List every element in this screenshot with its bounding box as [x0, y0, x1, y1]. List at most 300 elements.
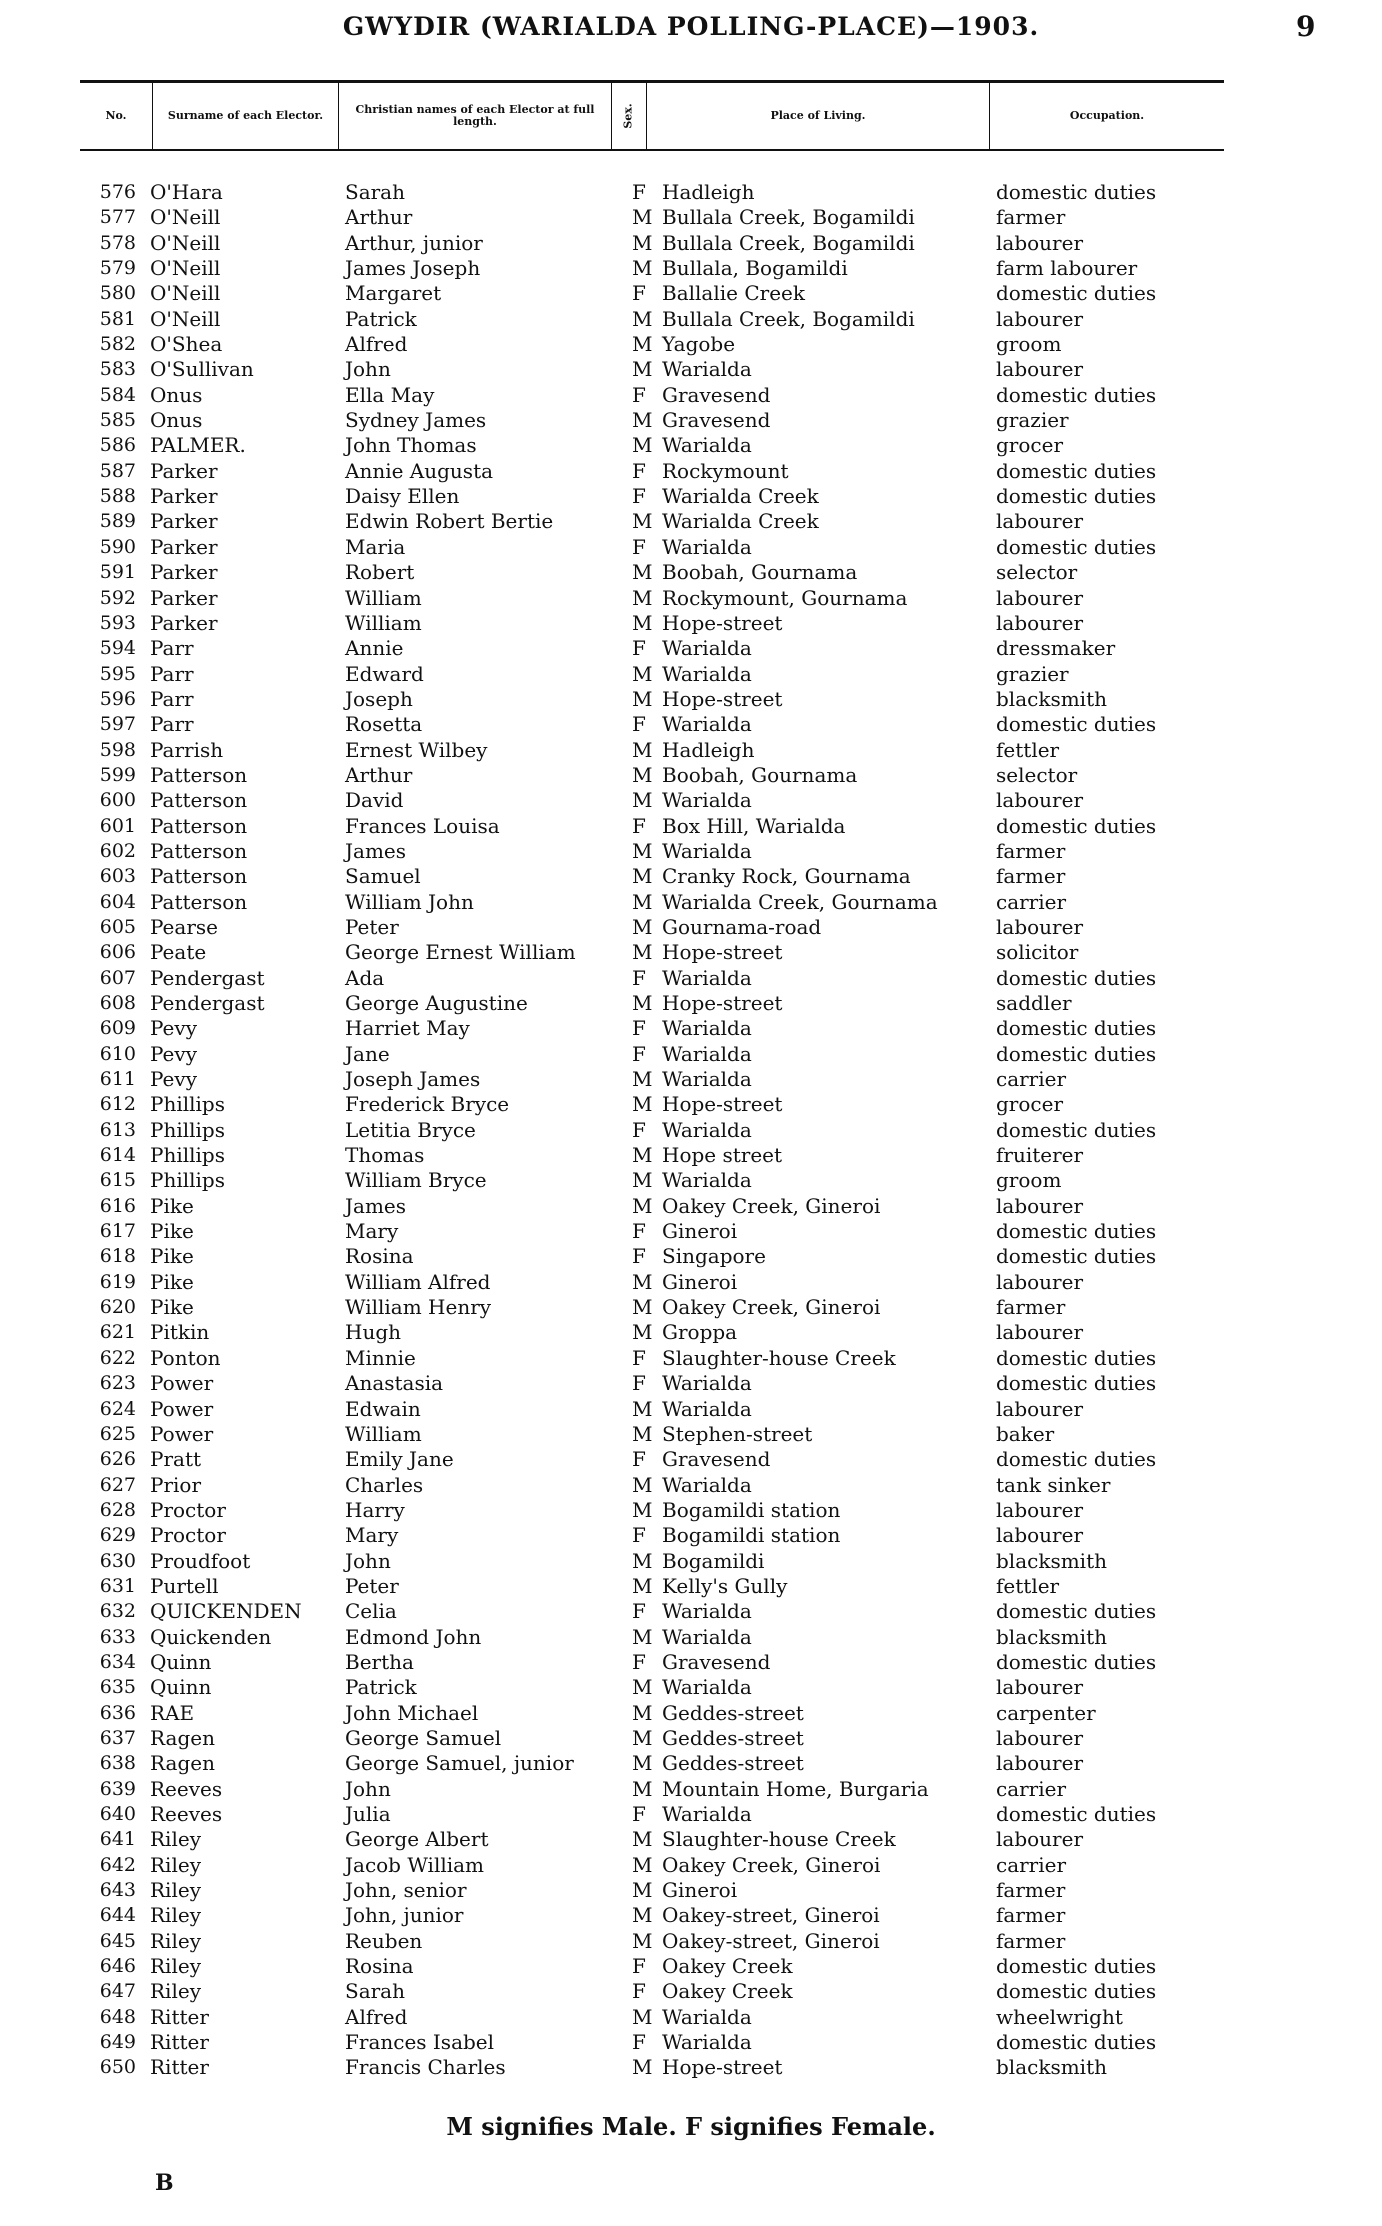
elector-number: 647	[99, 1980, 136, 2003]
elector-christian-names: John	[345, 357, 391, 382]
elector-number: 576	[99, 181, 136, 203]
elector-surname: Power	[150, 1371, 214, 1396]
elector-occupation: domestic duties	[996, 813, 1157, 838]
elector-place: Gravesend	[662, 1649, 771, 1674]
column-header-occupation: Occupation.	[1069, 109, 1145, 122]
elector-christian-names: Samuel	[345, 864, 421, 889]
elector-number: 600	[99, 789, 136, 812]
elector-surname: QUICKENDEN	[150, 1599, 302, 1624]
table-row	[0, 1954, 1382, 1979]
elector-occupation: farmer	[996, 1878, 1066, 1903]
elector-place: Warialda	[662, 1599, 752, 1624]
elector-surname: Riley	[150, 1979, 201, 2004]
elector-number: 623	[99, 1372, 136, 1395]
elector-christian-names: William John	[345, 889, 474, 914]
elector-christian-names: John, junior	[345, 1903, 464, 1928]
elector-number: 634	[99, 1650, 136, 1673]
elector-surname: O'Neill	[150, 306, 221, 331]
elector-place: Bullala, Bogamildi	[662, 256, 848, 281]
elector-occupation: grazier	[996, 661, 1069, 686]
elector-christian-names: John	[345, 1776, 391, 1801]
table-row	[0, 1599, 1382, 1624]
elector-number: 599	[99, 763, 136, 786]
elector-surname: Ritter	[150, 2004, 209, 2029]
elector-surname: Parker	[150, 484, 218, 509]
table-row	[0, 1625, 1382, 1650]
elector-christian-names: George Augustine	[345, 991, 528, 1015]
elector-surname: Patterson	[150, 813, 248, 838]
elector-place: Yagobe	[662, 332, 736, 357]
signature-mark: B	[155, 2170, 174, 2196]
elector-sex: M	[632, 509, 653, 534]
elector-surname: Pevy	[150, 1067, 197, 1092]
elector-surname: Riley	[150, 1903, 201, 1928]
elector-number: 589	[99, 510, 136, 533]
elector-surname: Pratt	[150, 1447, 202, 1472]
elector-occupation: grocer	[996, 433, 1064, 458]
table-row	[0, 1853, 1382, 1878]
table-row	[0, 1092, 1382, 1117]
elector-sex: F	[632, 1599, 646, 1624]
table-row	[0, 231, 1382, 256]
elector-sex: M	[632, 256, 653, 281]
elector-sex: M	[632, 1903, 653, 1928]
elector-occupation: fruiterer	[996, 1143, 1084, 1168]
elector-place: Warialda	[662, 1675, 752, 1700]
elector-surname: Pevy	[150, 1041, 197, 1066]
elector-number: 626	[99, 1448, 136, 1471]
elector-surname: Proctor	[150, 1523, 226, 1548]
elector-occupation: domestic duties	[996, 1244, 1157, 1269]
elector-sex: M	[632, 585, 653, 610]
elector-occupation: wheelwright	[996, 2004, 1123, 2029]
elector-occupation: domestic duties	[996, 712, 1157, 737]
elector-sex: M	[632, 1548, 653, 1573]
elector-number: 620	[99, 1296, 136, 1319]
elector-place: Bogamildi station	[662, 1497, 841, 1522]
elector-sex: M	[632, 1269, 653, 1294]
elector-place: Hope-street	[662, 686, 783, 711]
elector-christian-names: John Michael	[345, 1700, 479, 1725]
elector-occupation: domestic duties	[996, 1599, 1157, 1624]
elector-surname: Parr	[150, 636, 194, 661]
elector-christian-names: Patrick	[345, 306, 417, 331]
elector-place: Hope-street	[662, 940, 783, 965]
elector-place: Oakey Creek, Gineroi	[662, 1295, 881, 1320]
elector-occupation: fettler	[996, 737, 1060, 762]
elector-surname: Peate	[150, 940, 207, 965]
elector-place: Warialda	[662, 534, 752, 559]
elector-occupation: labourer	[996, 306, 1084, 331]
table-row	[0, 1802, 1382, 1827]
elector-place: Warialda	[662, 1117, 752, 1142]
sex-legend: M signifies Male. F signifies Female.	[446, 2112, 936, 2141]
elector-surname: Ragen	[150, 1725, 215, 1750]
elector-surname: Prior	[150, 1472, 202, 1497]
elector-number: 609	[99, 1017, 136, 1040]
elector-place: Warialda	[662, 1472, 752, 1497]
elector-christian-names: Annie Augusta	[345, 458, 494, 483]
elector-number: 614	[99, 1144, 136, 1167]
elector-surname: Pearse	[150, 914, 218, 939]
elector-surname: Phillips	[150, 1117, 225, 1142]
elector-christian-names: Rosina	[345, 1244, 414, 1269]
elector-sex: M	[632, 737, 653, 762]
elector-christian-names: William Bryce	[345, 1168, 487, 1193]
elector-sex: M	[632, 1168, 653, 1193]
elector-number: 639	[99, 1777, 136, 1800]
elector-number: 579	[99, 257, 136, 280]
elector-occupation: domestic duties	[996, 1041, 1157, 1066]
elector-christian-names: Frederick Bryce	[345, 1092, 510, 1117]
elector-sex: M	[632, 2055, 653, 2080]
elector-occupation: domestic duties	[996, 534, 1157, 559]
elector-place: Oakey Creek	[662, 1954, 793, 1979]
elector-place: Gravesend	[662, 408, 771, 433]
elector-number: 597	[99, 713, 136, 736]
elector-occupation: fettler	[996, 1573, 1060, 1598]
table-row	[0, 1777, 1382, 1802]
elector-occupation: domestic duties	[996, 2030, 1157, 2055]
elector-place: Warialda	[662, 1041, 752, 1066]
table-row	[0, 1903, 1382, 1928]
elector-sex: M	[632, 991, 653, 1015]
elector-christian-names: George Samuel	[345, 1725, 502, 1750]
elector-number: 613	[99, 1118, 136, 1141]
elector-number: 596	[99, 687, 136, 710]
elector-surname: Riley	[150, 1928, 201, 1953]
elector-number: 645	[99, 1929, 136, 1952]
table-row	[0, 991, 1382, 1016]
elector-surname: Parrish	[150, 737, 224, 762]
table-row	[0, 1726, 1382, 1751]
elector-surname: Pike	[150, 1269, 194, 1294]
elector-number: 585	[99, 409, 136, 432]
elector-occupation: selector	[996, 560, 1078, 585]
table-row	[0, 180, 1382, 205]
elector-place: Gineroi	[662, 1219, 738, 1244]
elector-sex: F	[632, 1649, 646, 1674]
elector-sex: M	[632, 1878, 653, 1903]
page-title: GWYDIR (WARIALDA POLLING-PLACE)—1903.	[342, 12, 1040, 41]
page-number: 9	[1296, 10, 1316, 43]
elector-place: Hope-street	[662, 991, 783, 1015]
table-row	[0, 1523, 1382, 1548]
table-row	[0, 662, 1382, 687]
elector-surname: Pike	[150, 1193, 194, 1218]
table-row	[0, 383, 1382, 408]
elector-christian-names: Sydney James	[345, 408, 487, 433]
elector-occupation: solicitor	[996, 940, 1079, 965]
elector-occupation: domestic duties	[996, 458, 1157, 483]
elector-sex: F	[632, 636, 646, 661]
elector-place: Warialda	[662, 1067, 752, 1092]
elector-christian-names: Alfred	[345, 332, 408, 357]
elector-number: 598	[99, 738, 136, 761]
elector-list	[0, 180, 1382, 2081]
elector-sex: M	[632, 1092, 653, 1117]
elector-occupation: farmer	[996, 205, 1066, 230]
column-header-surname: Surname of each Elector.	[167, 109, 324, 122]
elector-occupation: domestic duties	[996, 1649, 1157, 1674]
elector-sex: F	[632, 1219, 646, 1244]
elector-number: 595	[99, 662, 136, 685]
elector-surname: Parker	[150, 509, 218, 534]
elector-occupation: labourer	[996, 610, 1084, 635]
elector-surname: Pendergast	[150, 991, 265, 1015]
elector-place: Rockymount	[662, 458, 789, 483]
elector-number: 616	[99, 1194, 136, 1217]
elector-occupation: domestic duties	[996, 1371, 1157, 1396]
elector-sex: M	[632, 1624, 653, 1649]
elector-occupation: domestic duties	[996, 382, 1157, 407]
table-row	[0, 1929, 1382, 1954]
elector-christian-names: Mary	[345, 1523, 399, 1548]
elector-place: Warialda	[662, 636, 752, 661]
elector-christian-names: John	[345, 1548, 391, 1573]
table-row	[0, 307, 1382, 332]
elector-place: Warialda	[662, 1168, 752, 1193]
elector-occupation: domestic duties	[996, 281, 1157, 306]
elector-sex: F	[632, 1979, 646, 2004]
elector-place: Hadleigh	[662, 180, 755, 204]
table-row	[0, 484, 1382, 509]
elector-sex: M	[632, 205, 653, 230]
table-row	[0, 1016, 1382, 1041]
elector-christian-names: William Alfred	[345, 1269, 491, 1294]
elector-surname: Riley	[150, 1954, 201, 1979]
table-row	[0, 1878, 1382, 1903]
elector-number: 624	[99, 1397, 136, 1420]
table-row	[0, 1067, 1382, 1092]
elector-place: Boobah, Gournama	[662, 560, 858, 585]
elector-christian-names: Peter	[345, 1573, 399, 1598]
column-header-sex	[612, 83, 646, 149]
elector-christian-names: Rosetta	[345, 712, 423, 737]
elector-surname: Ponton	[150, 1345, 221, 1370]
elector-number: 632	[99, 1600, 136, 1623]
elector-occupation: blacksmith	[996, 1548, 1107, 1573]
elector-occupation: labourer	[996, 230, 1084, 255]
elector-place: Geddes-street	[662, 1751, 804, 1776]
elector-sex: M	[632, 661, 653, 686]
table-row	[0, 1270, 1382, 1295]
elector-place: Warialda	[662, 661, 752, 686]
table-row	[0, 1422, 1382, 1447]
elector-surname: O'Neill	[150, 230, 221, 255]
elector-place: Warialda	[662, 2004, 752, 2029]
table-row	[0, 636, 1382, 661]
elector-place: Warialda Creek, Gournama	[662, 889, 938, 914]
elector-number: 617	[99, 1220, 136, 1243]
elector-surname: Purtell	[150, 1573, 219, 1598]
table-row	[0, 839, 1382, 864]
elector-surname: O'Shea	[150, 332, 223, 357]
elector-occupation: domestic duties	[996, 1979, 1157, 2004]
elector-number: 636	[99, 1701, 136, 1724]
elector-number: 587	[99, 459, 136, 482]
elector-christian-names: Francis Charles	[345, 2055, 506, 2080]
elector-christian-names: Ernest Wilbey	[345, 737, 488, 762]
column-header-place: Place of Living.	[770, 109, 866, 122]
elector-number: 646	[99, 1955, 136, 1978]
elector-occupation: labourer	[996, 1269, 1084, 1294]
elector-occupation: domestic duties	[996, 1016, 1157, 1041]
elector-christian-names: Sarah	[345, 1979, 405, 2004]
elector-surname: Parker	[150, 560, 218, 585]
elector-occupation: labourer	[996, 914, 1084, 939]
elector-christian-names: Edwin Robert Bertie	[345, 509, 554, 534]
elector-christian-names: James	[345, 838, 407, 863]
elector-place: Oakey Creek, Gineroi	[662, 1193, 881, 1218]
elector-place: Hadleigh	[662, 737, 755, 762]
elector-sex: F	[632, 458, 646, 483]
elector-christian-names: Ada	[345, 965, 385, 990]
elector-surname: Pike	[150, 1219, 194, 1244]
elector-sex: F	[632, 813, 646, 838]
elector-number: 622	[99, 1346, 136, 1369]
elector-sex: M	[632, 306, 653, 331]
elector-christian-names: Peter	[345, 914, 399, 939]
elector-number: 606	[99, 941, 136, 964]
column-header-no: No.	[105, 109, 127, 122]
table-row	[0, 712, 1382, 737]
elector-number: 635	[99, 1676, 136, 1699]
elector-occupation: farmer	[996, 838, 1066, 863]
table-row	[0, 1371, 1382, 1396]
table-row	[0, 1118, 1382, 1143]
elector-christian-names: Bertha	[345, 1649, 414, 1674]
elector-christian-names: James Joseph	[345, 256, 481, 281]
table-row	[0, 940, 1382, 965]
elector-christian-names: Edwain	[345, 1396, 421, 1421]
elector-occupation: tank sinker	[996, 1472, 1111, 1497]
elector-occupation: grazier	[996, 408, 1069, 433]
elector-sex: M	[632, 433, 653, 458]
elector-christian-names: Harry	[345, 1497, 405, 1522]
elector-occupation: labourer	[996, 1827, 1084, 1852]
elector-surname: Ragen	[150, 1751, 215, 1776]
elector-number: 603	[99, 865, 136, 888]
column-header-christian-names: Christian names of each Elector at full length.	[355, 103, 595, 128]
elector-place: Warialda	[662, 2030, 752, 2055]
elector-christian-names: Reuben	[345, 1928, 423, 1953]
elector-surname: Phillips	[150, 1092, 225, 1117]
elector-occupation: labourer	[996, 357, 1084, 382]
elector-sex: M	[632, 1295, 653, 1320]
table-row	[0, 256, 1382, 281]
elector-place: Kelly's Gully	[662, 1573, 788, 1598]
elector-christian-names: Arthur, junior	[345, 230, 483, 255]
elector-sex: F	[632, 965, 646, 990]
elector-surname: Patterson	[150, 889, 248, 914]
elector-occupation: labourer	[996, 1725, 1084, 1750]
elector-number: 604	[99, 890, 136, 913]
elector-surname: Patterson	[150, 762, 248, 787]
elector-number: 582	[99, 333, 136, 356]
elector-occupation: carrier	[996, 1852, 1067, 1877]
elector-sex: M	[632, 2004, 653, 2029]
elector-christian-names: William	[345, 610, 422, 635]
elector-surname: Ritter	[150, 2055, 209, 2080]
table-row	[0, 1143, 1382, 1168]
elector-number: 612	[99, 1093, 136, 1116]
table-row	[0, 1979, 1382, 2004]
elector-christian-names: Margaret	[345, 281, 442, 306]
elector-occupation: labourer	[996, 1193, 1084, 1218]
elector-occupation: dressmaker	[996, 636, 1116, 661]
elector-surname: Parker	[150, 585, 218, 610]
elector-place: Warialda	[662, 788, 752, 813]
elector-place: Warialda	[662, 965, 752, 990]
table-row	[0, 1574, 1382, 1599]
elector-number: 628	[99, 1498, 136, 1521]
elector-number: 605	[99, 915, 136, 938]
elector-occupation: farmer	[996, 1903, 1066, 1928]
elector-number: 619	[99, 1270, 136, 1293]
elector-number: 611	[99, 1068, 136, 1091]
elector-christian-names: Jane	[345, 1041, 390, 1066]
elector-sex: M	[632, 762, 653, 787]
elector-number: 590	[99, 535, 136, 558]
elector-christian-names: Emily Jane	[345, 1447, 454, 1472]
elector-place: Bullala Creek, Bogamildi	[662, 230, 915, 255]
elector-surname: Pitkin	[150, 1320, 210, 1345]
elector-christian-names: Frances Isabel	[345, 2030, 495, 2055]
elector-occupation: labourer	[996, 1675, 1084, 1700]
elector-place: Box Hill, Warialda	[662, 813, 846, 838]
elector-place: Warialda	[662, 1371, 752, 1396]
elector-sex: F	[632, 712, 646, 737]
elector-christian-names: David	[345, 788, 404, 813]
elector-place: Bullala Creek, Bogamildi	[662, 306, 915, 331]
elector-sex: M	[632, 1573, 653, 1598]
table-row	[0, 763, 1382, 788]
elector-surname: Pendergast	[150, 965, 265, 990]
elector-sex: F	[632, 1447, 646, 1472]
elector-number: 607	[99, 966, 136, 989]
elector-christian-names: Edmond John	[345, 1624, 482, 1649]
elector-occupation: labourer	[996, 585, 1084, 610]
elector-christian-names: Robert	[345, 560, 415, 585]
elector-christian-names: Anastasia	[345, 1371, 444, 1396]
elector-christian-names: George Albert	[345, 1827, 489, 1852]
elector-place: Warialda	[662, 1802, 752, 1826]
elector-occupation: labourer	[996, 1497, 1084, 1522]
elector-occupation: domestic duties	[996, 965, 1157, 990]
elector-place: Groppa	[662, 1320, 738, 1345]
table-row	[0, 205, 1382, 230]
elector-christian-names: Annie	[345, 636, 404, 661]
elector-number: 627	[99, 1473, 136, 1496]
elector-sex: M	[632, 889, 653, 914]
elector-place: Gravesend	[662, 382, 771, 407]
elector-number: 640	[99, 1803, 136, 1825]
elector-sex: M	[632, 1193, 653, 1218]
elector-occupation: labourer	[996, 1523, 1084, 1548]
elector-surname: Quickenden	[150, 1624, 272, 1649]
elector-surname: Quinn	[150, 1675, 212, 1700]
elector-number: 625	[99, 1422, 136, 1445]
elector-place: Geddes-street	[662, 1700, 804, 1725]
table-row	[0, 1168, 1382, 1193]
elector-surname: Parr	[150, 686, 194, 711]
table-row	[0, 1194, 1382, 1219]
elector-christian-names: Harriet May	[345, 1016, 470, 1041]
elector-surname: Power	[150, 1421, 214, 1446]
elector-christian-names: Minnie	[345, 1345, 416, 1370]
elector-surname: Onus	[150, 382, 203, 407]
